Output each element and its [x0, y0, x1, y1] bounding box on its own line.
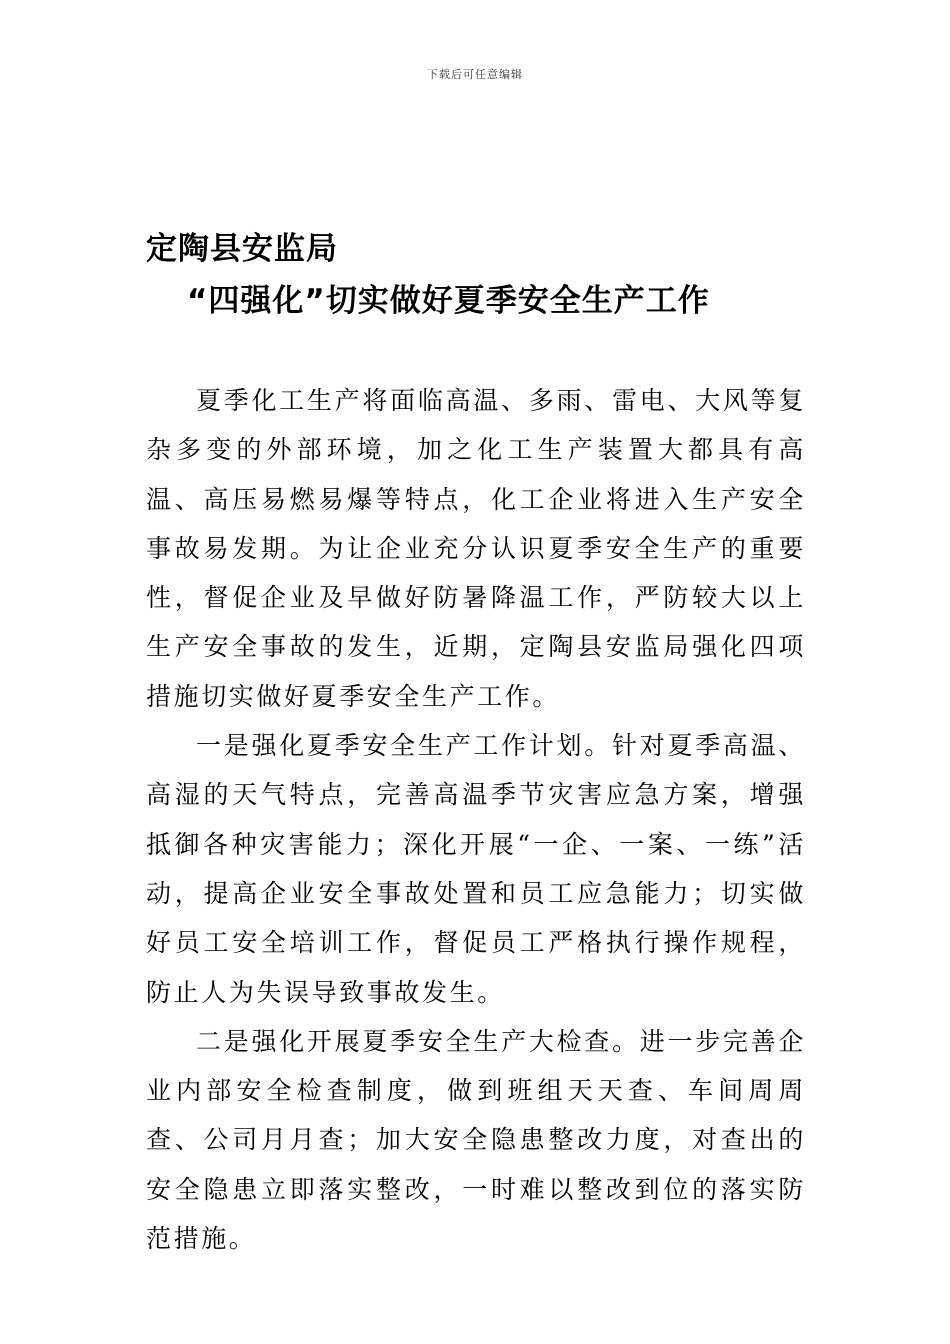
- paragraph-measure-2: 二是强化开展夏季安全生产大检查。进一步完善企业内部安全检查制度，做到班组天天查、车间周周查、公司月月查；加大安全隐患整改力度，对查出的安全隐患立即落实整改，一时难以整改到位的落实防范措施。: [146, 1026, 806, 1254]
- document-body: [146, 376, 806, 1263]
- header-note: 下载后可任意编辑: [427, 68, 523, 81]
- paragraph-measure-1: 一是强化夏季安全生产工作计划。针对夏季高温、高湿的天气特点，完善高温季节灾害应急方案，增强抵御各种灾害能力；深化开展“一企、一案、一练”活动，提高企业安全事故处置和员工应急能力；切实做好员工安全培训工作，督促员工严格执行操作规程，防止人为失误导致事故发生。: [146, 731, 806, 1007]
- document-title-line-1: 定陶县安监局: [146, 231, 338, 267]
- document-title-line-2: “四强化”切实做好夏季安全生产工作: [187, 283, 710, 319]
- paragraph-intro: 夏季化工生产将面临高温、多雨、雷电、大风等复杂多变的外部环境，加之化工生产装置大都具有高温、高压易燃易爆等特点，化工企业将进入生产安全事故易发期。为让企业充分认识夏季安全生产的重要性，督促企业及早做好防暑降温工作，严防较大以上生产安全事故的发生，近期，定陶县安监局强化四项措施切实做好夏季安全生产工作。: [146, 386, 806, 711]
